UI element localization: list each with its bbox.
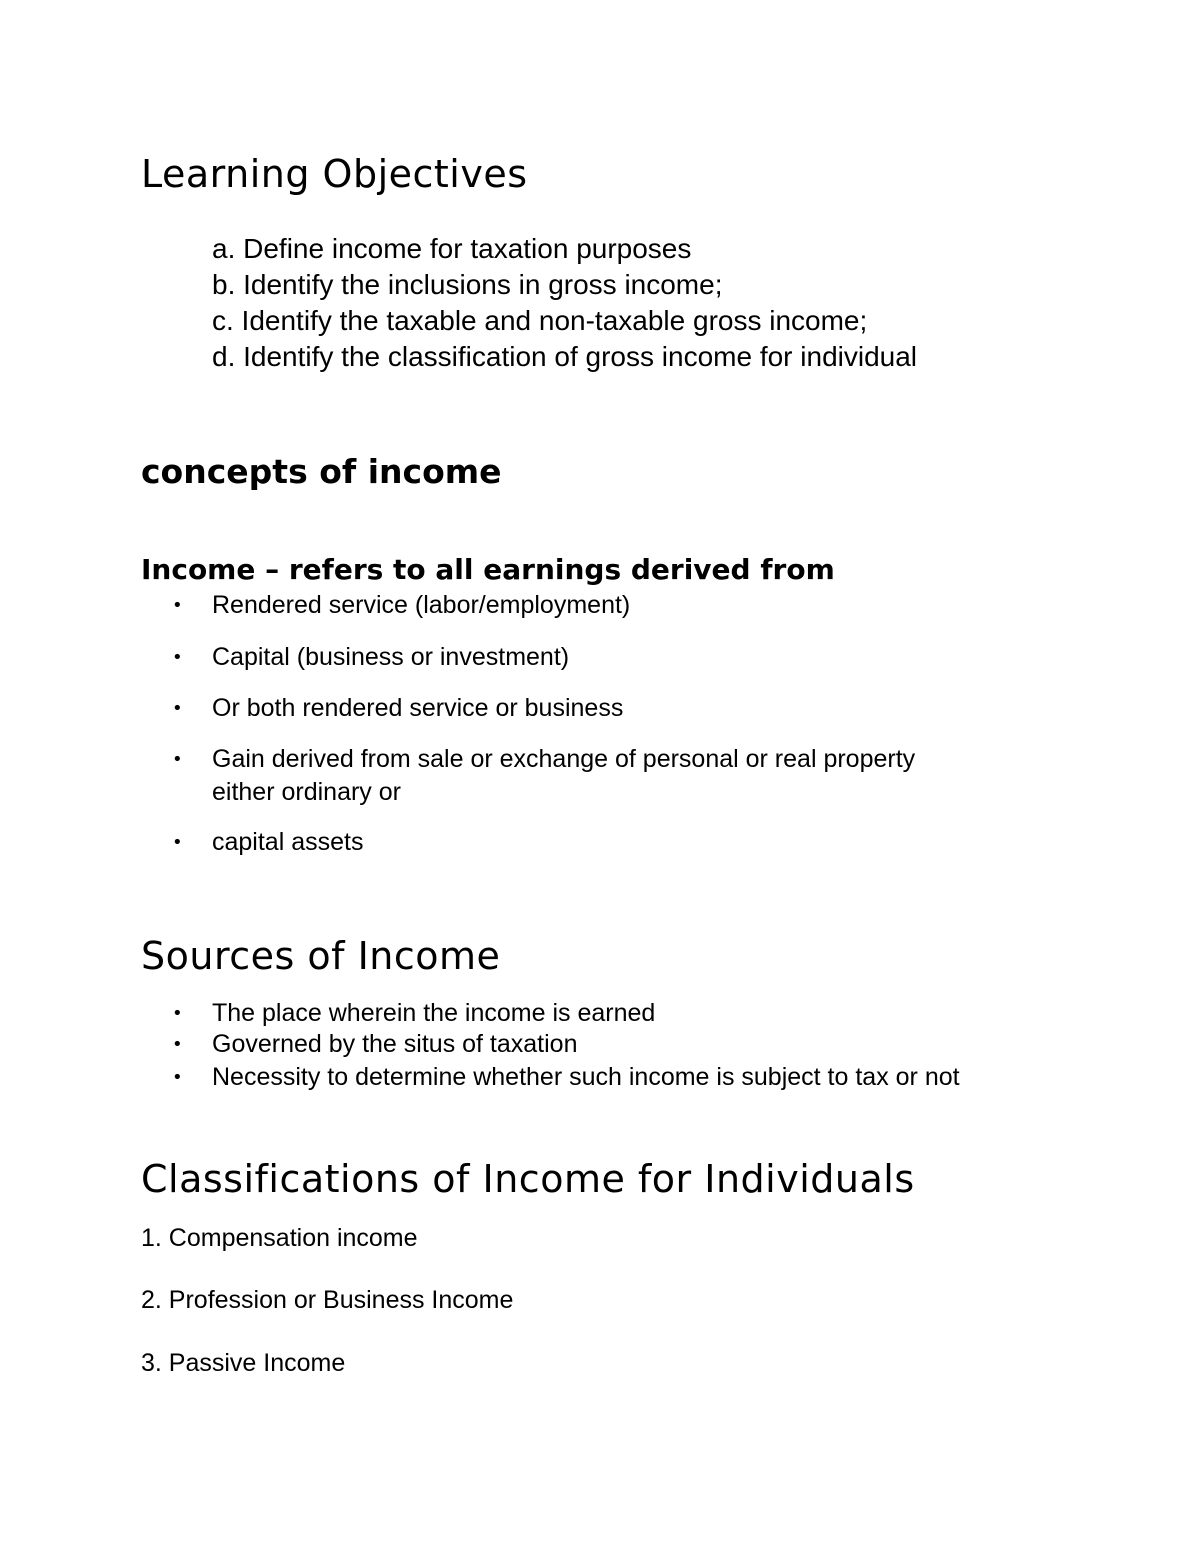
objective-item: a. Define income for taxation purposes [212, 233, 692, 264]
bullet-icon: • [172, 749, 183, 770]
concept-item: Or both rendered service or business [212, 694, 624, 722]
learning-objectives-heading: Learning Objectives [141, 152, 528, 196]
source-item: Governed by the situs of taxation [212, 1030, 578, 1058]
classification-item: 2. Profession or Business Income [141, 1286, 514, 1314]
classification-item: 1. Compensation income [141, 1224, 418, 1252]
objective-item: b. Identify the inclusions in gross income; [212, 269, 723, 300]
classifications-heading: Classifications of Income for Individuals [141, 1157, 915, 1201]
bullet-icon: • [172, 698, 183, 719]
bullet-icon: • [172, 1034, 183, 1055]
concept-item: Capital (business or investment) [212, 643, 570, 671]
bullet-icon: • [172, 832, 183, 853]
bullet-icon: • [172, 1067, 183, 1088]
bullet-icon: • [172, 1003, 183, 1024]
concepts-heading: concepts of income [141, 452, 502, 491]
concept-item: capital assets [212, 828, 364, 856]
bullet-icon: • [172, 595, 183, 616]
sources-heading: Sources of Income [141, 934, 501, 978]
income-definition-lead: Income – refers to all earnings derived from [141, 553, 835, 586]
concept-item-continuation: either ordinary or [212, 778, 401, 806]
objective-item: d. Identify the classification of gross income for individual [212, 341, 918, 372]
bullet-icon: • [172, 647, 183, 668]
source-item: Necessity to determine whether such income is subject to tax or not [212, 1063, 960, 1091]
concept-item: Gain derived from sale or exchange of personal or real property [212, 745, 916, 773]
source-item: The place wherein the income is earned [212, 999, 656, 1027]
classification-item: 3. Passive Income [141, 1349, 346, 1377]
objective-item: c. Identify the taxable and non-taxable gross income; [212, 305, 868, 336]
concept-item: Rendered service (labor/employment) [212, 591, 631, 619]
